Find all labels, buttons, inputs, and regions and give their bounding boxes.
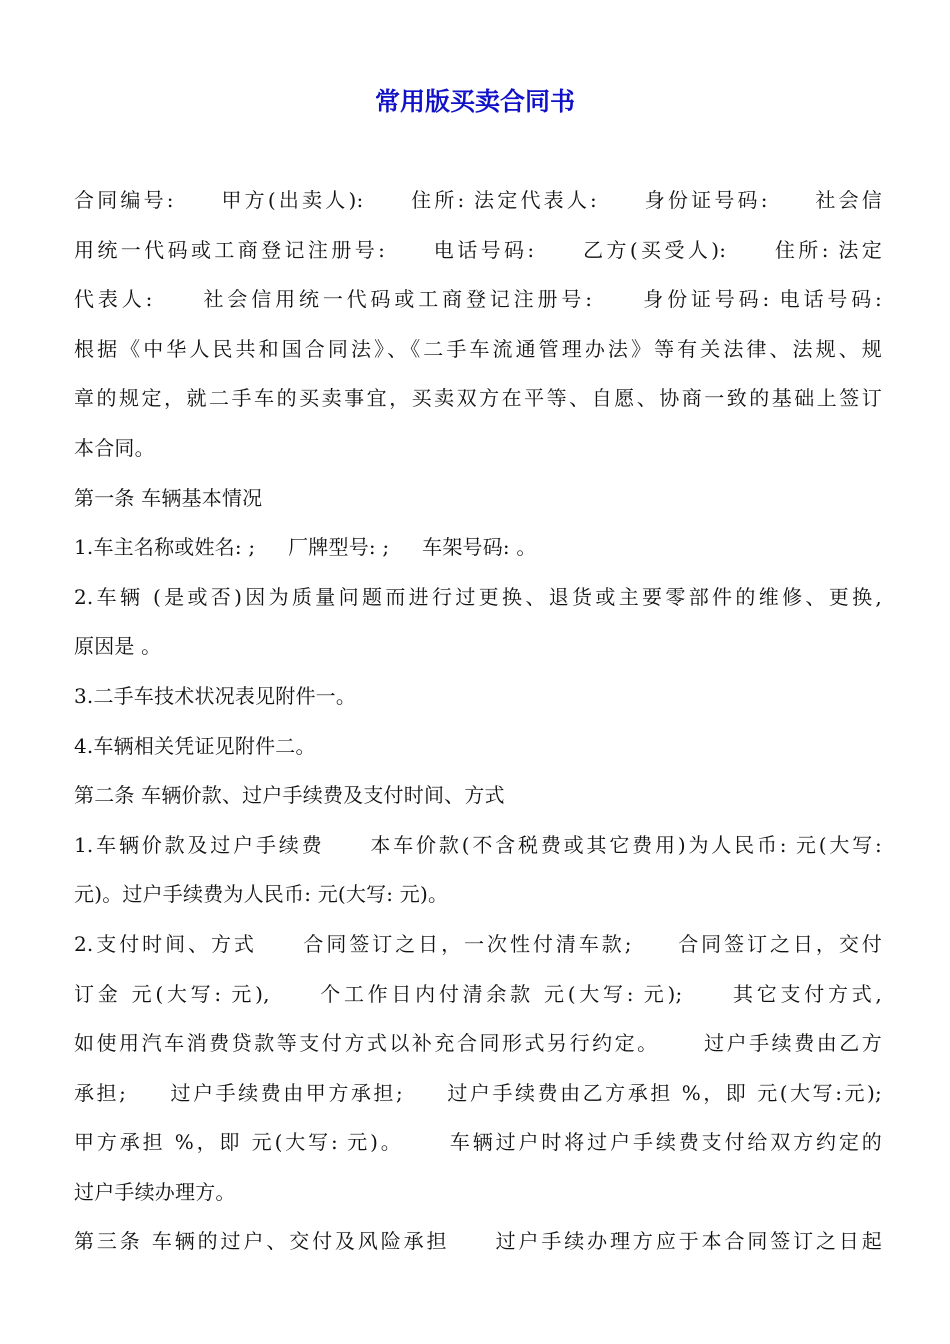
clause-line: 3.二手车技术状况表见附件一。 [74,683,357,708]
paragraph-line: 代表人: 社会信用统一代码或工商登记注册号: 身份证号码: 电话号码: [74,287,882,312]
document-title: 常用版买卖合同书 [374,87,575,116]
article-heading: 第一条 车辆基本情况 [74,485,263,510]
paragraph-line: 合同编号: 甲方(出卖人): 住所: 法定代表人: 身份证号码: 社会信 [74,188,882,212]
clause-line: 甲方承担 %，即 元(大写: 元)。 车辆过户时将过户手续费支付给双方约定的 [74,1130,882,1155]
paragraph-line: 用统一代码或工商登记注册号: 电话号码: 乙方(买受人): 住所: 法定 [74,237,882,262]
clause-line: 过户手续办理方。 [74,1179,236,1204]
clause-line: 元)。过户手续费为人民币: 元(大写: 元)。 [74,882,449,907]
clause-line: 1.车辆价款及过户手续费 本车价款(不含税费或其它费用)为人民币: 元(大写: [74,832,882,857]
paragraph-line: 根据《中华人民共和国合同法》、《二手车流通管理办法》等有关法律、法规、规 [74,336,882,361]
article-heading: 第三条 车辆的过户、交付及风险承担 过户手续办理方应于本合同签订之日起 [74,1229,882,1254]
clause-line: 2.支付时间、方式 合同签订之日，一次性付清车款; 合同签订之日，交付 [74,931,882,956]
document-body [74,176,882,1267]
clause-line: 4.车辆相关凭证见附件二。 [74,733,316,758]
clause-line: 订金 元(大写: 元), 个工作日内付清余款 元(大写: 元); 其它支付方式, [74,981,882,1006]
clause-line: 原因是 。 [74,634,162,659]
clause-line: 承担; 过户手续费由甲方承担; 过户手续费由乙方承担 %，即 元(大写:元); [74,1080,882,1105]
article-heading: 第二条 车辆价款、过户手续费及支付时间、方式 [74,783,505,808]
paragraph-line: 本合同。 [74,435,155,460]
clause-line: 1.车主名称或姓名: ; 厂牌型号: ; 车架号码: 。 [74,535,537,560]
paragraph-line: 章的规定，就二手车的买卖事宜，买卖双方在平等、自愿、协商一致的基础上签订 [74,386,882,411]
clause-line: 2.车辆 (是或否)因为质量问题而进行过更换、退货或主要零部件的维修、更换, [74,584,882,609]
clause-line: 如使用汽车消费贷款等支付方式以补充合同形式另行约定。 过户手续费由乙方 [74,1031,882,1056]
